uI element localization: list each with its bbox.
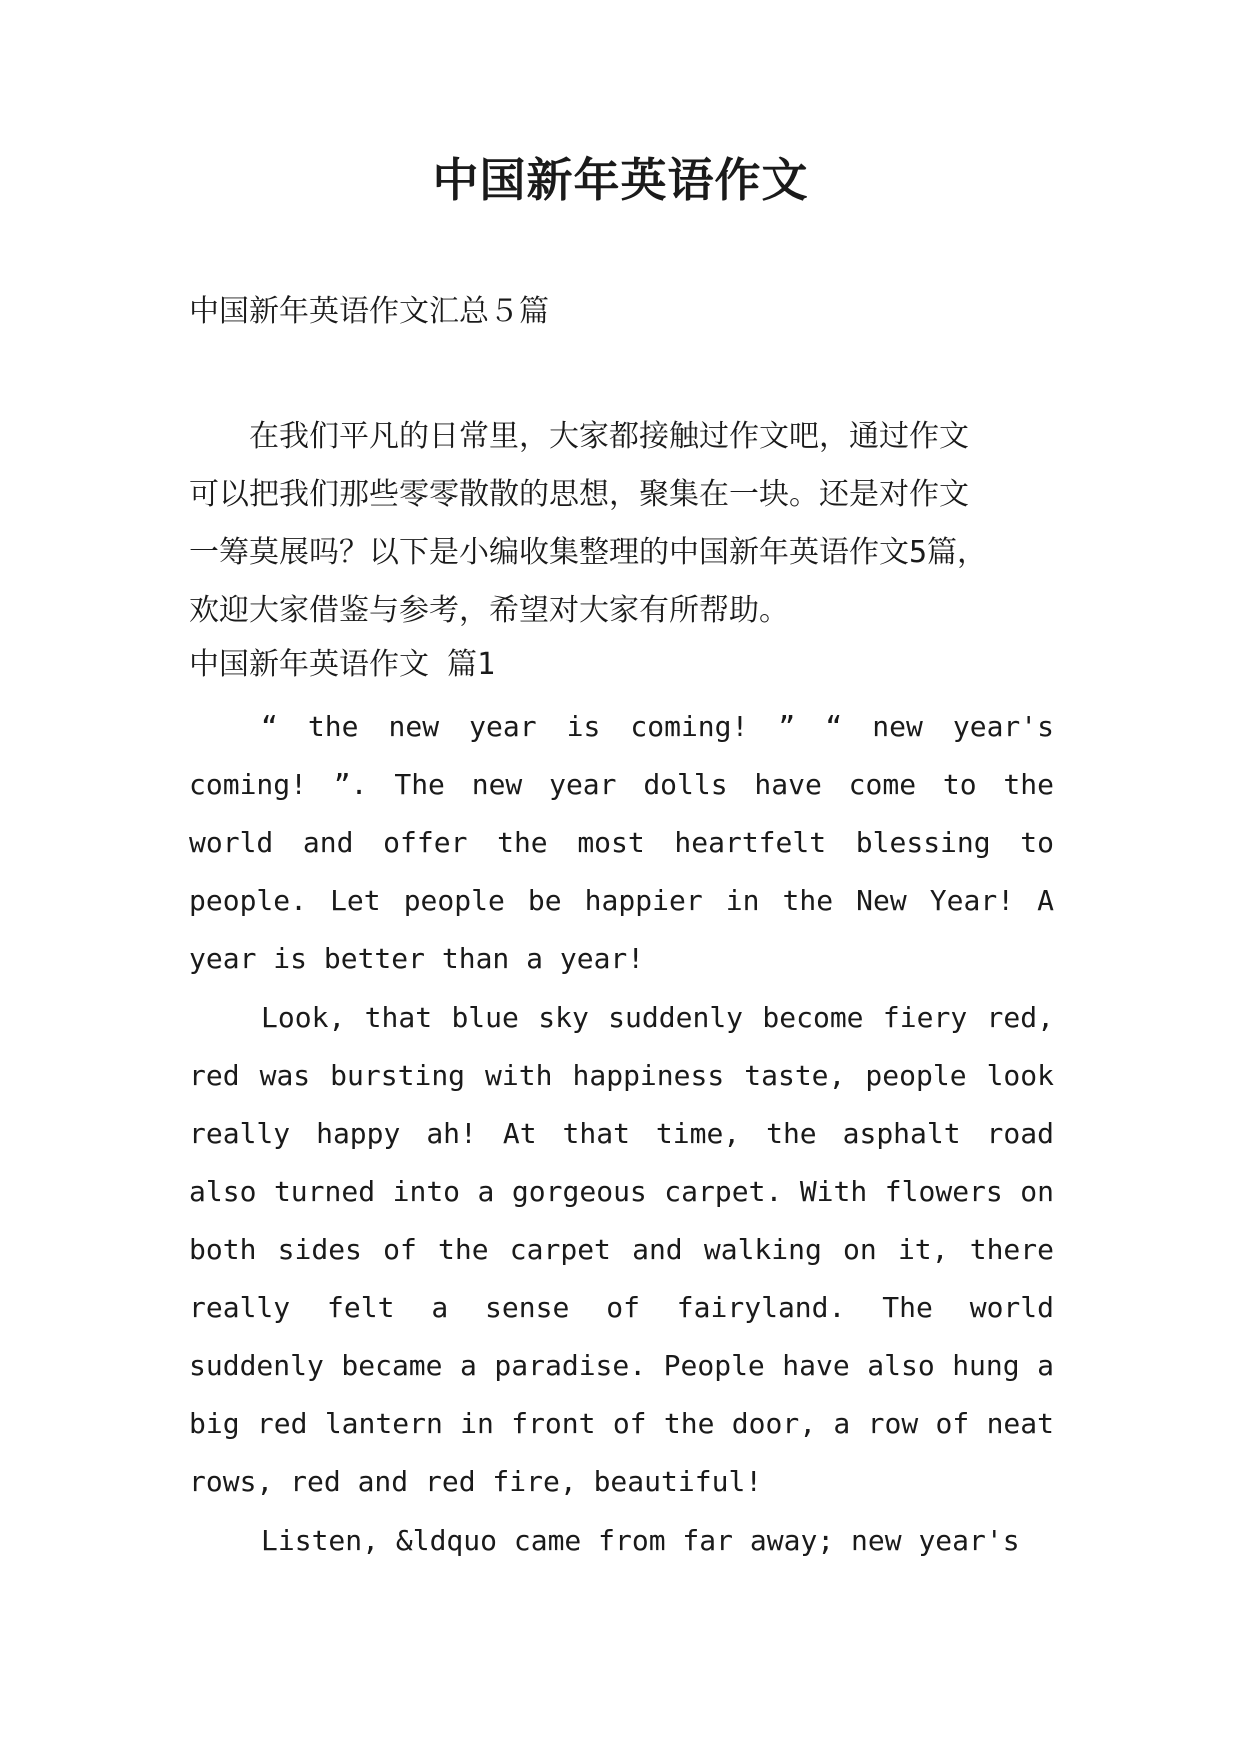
intro-line: 可以把我们那些零零散散的思想，聚集在一块。还是对作文	[189, 477, 969, 512]
intro-line: 在我们平凡的日常里，大家都接触过作文吧，通过作文	[249, 419, 969, 454]
body-paragraph: Look, that blue sky suddenly become fiery red, red was bursting with happiness taste, people look really happy ah! At that time, the asphalt road also turned into a gorgeous carpet. With flowers on both sides of the carpet and walking on it, there really felt a sense of fairyland. The world suddenly became a paradise. People have also hung a big red lantern in front of the door, a row of neat rows, red and red fire, beautiful!	[189, 1001, 1054, 1498]
document-subtitle: 中国新年英语作文汇总５篇	[189, 294, 549, 329]
body-paragraph: Listen, &ldquo came from far away; new year's	[261, 1524, 1020, 1557]
intro-paragraph	[189, 408, 1054, 640]
body-paragraph: “ the new year is coming! ” “ new year's coming! ”. The new year dolls have come to the world and offer the most heartfelt blessing to people. Let people be happier in the New Year! A year is better than a year!	[189, 710, 1054, 975]
document-title: 中国新年英语作文	[432, 153, 809, 207]
intro-line: 欢迎大家借鉴与参考，希望对大家有所帮助。	[189, 593, 789, 628]
intro-line: 一筹莫展吗？以下是小编收集整理的中国新年英语作文5篇，	[189, 535, 988, 570]
section-heading: 中国新年英语作文 篇1	[189, 647, 496, 682]
